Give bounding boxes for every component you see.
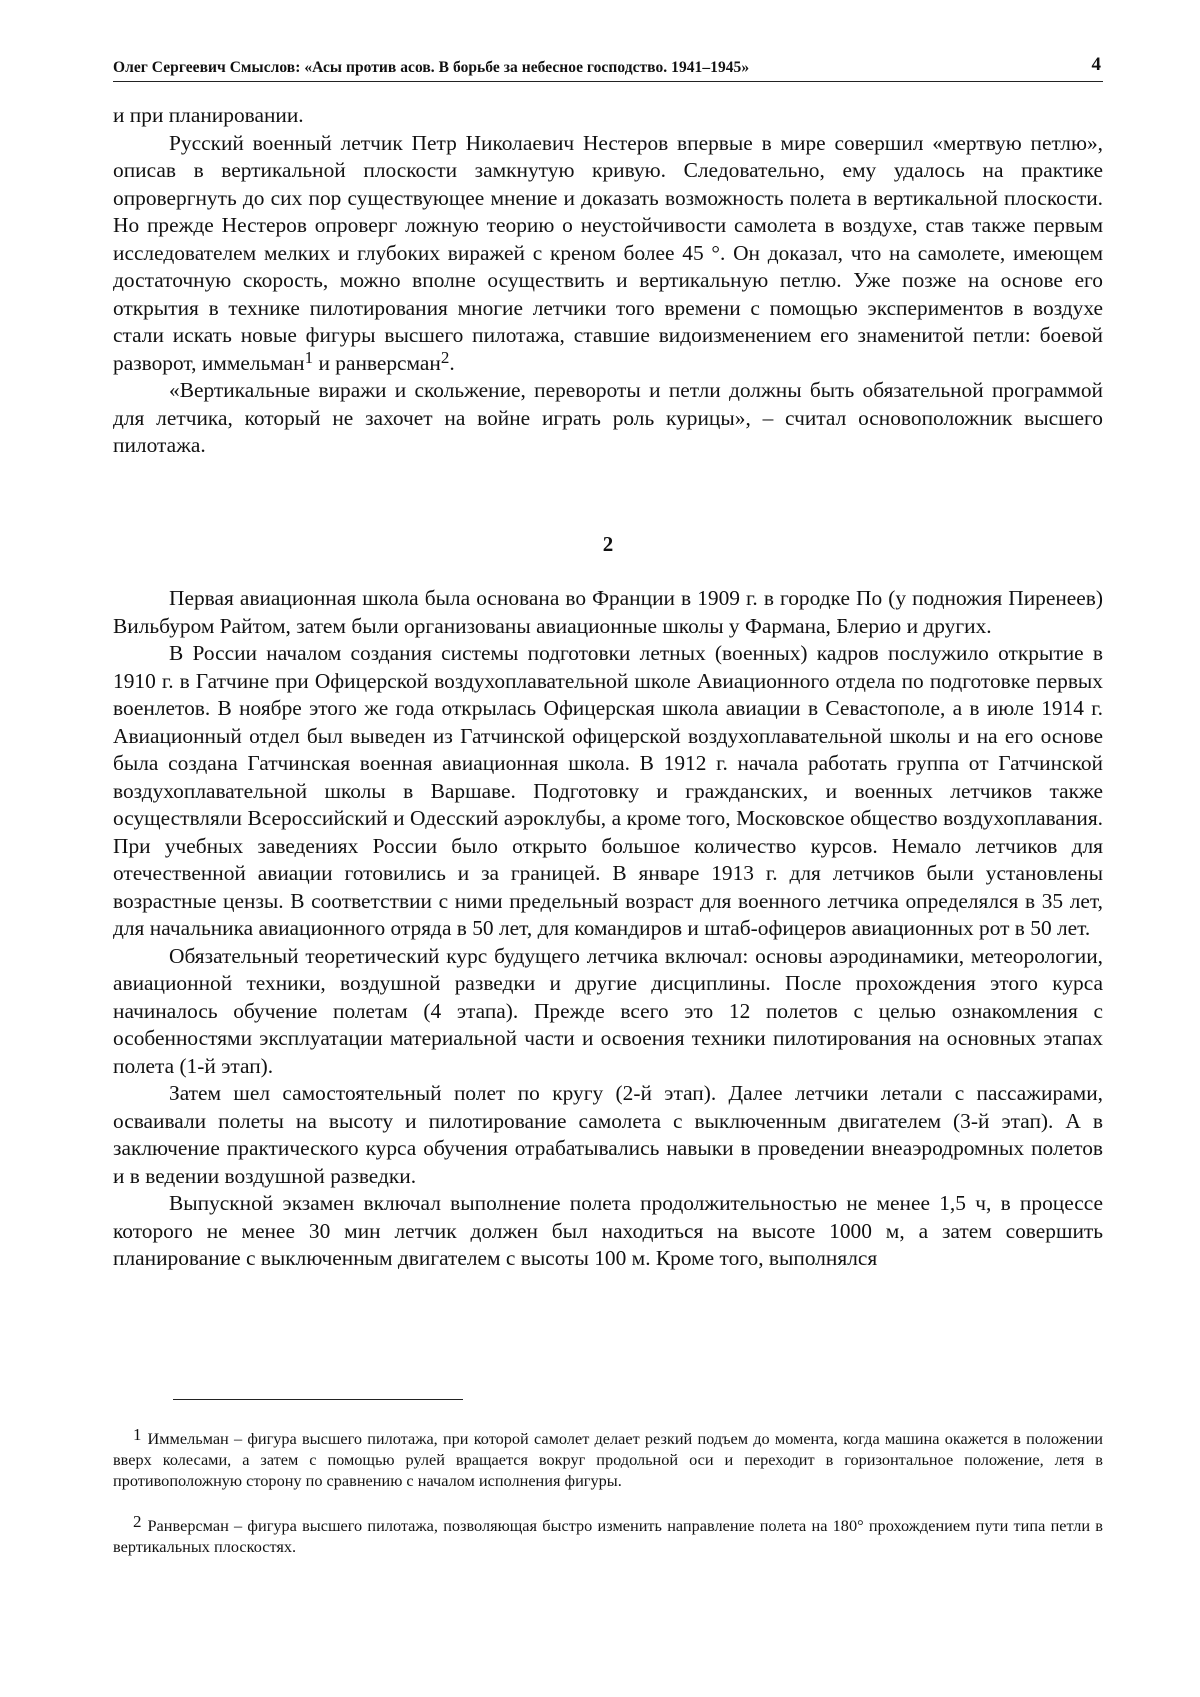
- section-1-text: [113, 102, 1103, 460]
- page-number: 4: [1091, 54, 1101, 75]
- paragraph-text: .: [449, 350, 455, 375]
- paragraph: В России началом создания системы подготовки летных (военных) кадров послужило открытие в 1910 г. в Гатчине при Офицерской воздухоплавательной школе Авиационного отдела по подготовке первых военлетов. В ноябре этого же года открылась Офицерская школа авиации в Севастополе, а в июле 1914 г. Авиационный отдел был выведен из Гатчинской офицерской воздухоплавательной школы и на его основе была создана Гатчинская военная авиационная школа. В 1912 г. начала работать группа от Гатчинской воздухоплавательной школы в Варшаве. Подготовку и гражданских, и военных летчиков также осуществляли Всероссийский и Одесский аэроклубы, а кроме того, Московское общество воздухоплавания. При учебных заведениях России было открыто большое количество курсов. Немало летчиков для отечественной авиации готовились и за границей. В январе 1913 г. для летчиков были установлены возрастные цензы. В соответствии с ними предельный возраст для военного летчика определялся в 35 лет, для начальника авиационного отряда в 50 лет, для командиров и штаб-офицеров авиационных рот в 50 лет.: [113, 641, 1103, 940]
- footnote-text: Иммельман – фигура высшего пилотажа, при которой самолет делает резкий подъем до момента, когда машина окажется в положении вверх колесами, а затем с помощью рулей вращается вокруг продольной оси и переходит в горизонтальное положение, летя в противоположную сторону по сравнению с началом исполнения фигуры.: [113, 1429, 1103, 1490]
- footnote-marker: 1: [133, 1425, 142, 1444]
- footnote-text: Ранверсман – фигура высшего пилотажа, позволяющая быстро изменить направление полета на 180° прохождением пути типа петли в вертикальных плоскостях.: [113, 1516, 1103, 1556]
- section-2-text: [113, 585, 1103, 1273]
- footnote: [113, 1512, 1103, 1557]
- footnote: [113, 1425, 1103, 1491]
- footnote-divider: [173, 1399, 463, 1400]
- paragraph-text: и ранверсман: [313, 350, 441, 375]
- book-title: Олег Сергеевич Смыслов: «Асы против асов. В борьбе за небесное господство. 1941–1945»: [113, 59, 750, 76]
- paragraph: [113, 130, 1103, 378]
- running-header: [113, 54, 1103, 82]
- footnote-ref[interactable]: 2: [440, 347, 450, 367]
- paragraph: и при планировании.: [113, 103, 304, 127]
- paragraph-text: Русский военный летчик Петр Николаевич Нестеров впервые в мире совершил «мертвую петлю», описав в вертикальной плоскости замкнутую кривую. Следовательно, ему удалось на практике опровергнуть до сих пор существующее мнение и доказать возможность полета в вертикальной плоскости. Но прежде Нестеров опроверг ложную теорию о неустойчивости самолета в воздухе, став также первым исследователем мелких и глубоких виражей с креном более 45 °. Он доказал, что на самолете, имеющем достаточную скорость, можно вполне осуществить и вертикальную петлю. Уже позже на основе его открытия в технике пилотирования многие летчики того времени с помощью экспериментов в воздухе стали искать новые фигуры высшего пилотажа, ставшие видоизменением его знаменитой петли: боевой разворот, иммельман: [113, 130, 1103, 375]
- section-heading: 2: [602, 532, 614, 556]
- footnote-ref[interactable]: 1: [304, 347, 314, 367]
- footnotes: [113, 1425, 1103, 1557]
- paragraph: Затем шел самостоятельный полет по кругу (2-й этап). Далее летчики летали с пассажирами, осваивали полеты на высоту и пилотирование самолета с выключенным двигателем (3-й этап). А в заключение практического курса обучения отрабатывались навыки в проведении внеаэродромных полетов и в ведении воздушной разведки.: [113, 1081, 1103, 1188]
- paragraph: Обязательный теоретический курс будущего летчика включал: основы аэродинамики, метеорологии, авиационной техники, воздушной разведки и другие дисциплины. После прохождения этого курса начиналось обучение полетам (4 этапа). Прежде всего это 12 полетов с целью ознакомления с особенностями эксплуатации материальной части и освоения техники пилотирования на основных этапах полета (1-й этап).: [113, 943, 1103, 1078]
- paragraph: Первая авиационная школа была основана во Франции в 1909 г. в городке По (у подножия Пиренеев) Вильбуром Райтом, затем были организованы авиационные школы у Фармана, Блерио и других.: [113, 586, 1103, 638]
- paragraph: Выпускной экзамен включал выполнение полета продолжительностью не менее 1,5 ч, в процессе которого не менее 30 мин летчик должен был находиться на высоте 1000 м, а затем совершить планирование с выключенным двигателем с высоты 100 м. Кроме того, выполнялся: [113, 1191, 1103, 1270]
- paragraph: «Вертикальные виражи и скольжение, перевороты и петли должны быть обязательной программой для летчика, который не захочет на войне играть роль курицы», – считал основоположник высшего пилотажа.: [113, 378, 1103, 457]
- footnote-marker: 2: [133, 1512, 142, 1531]
